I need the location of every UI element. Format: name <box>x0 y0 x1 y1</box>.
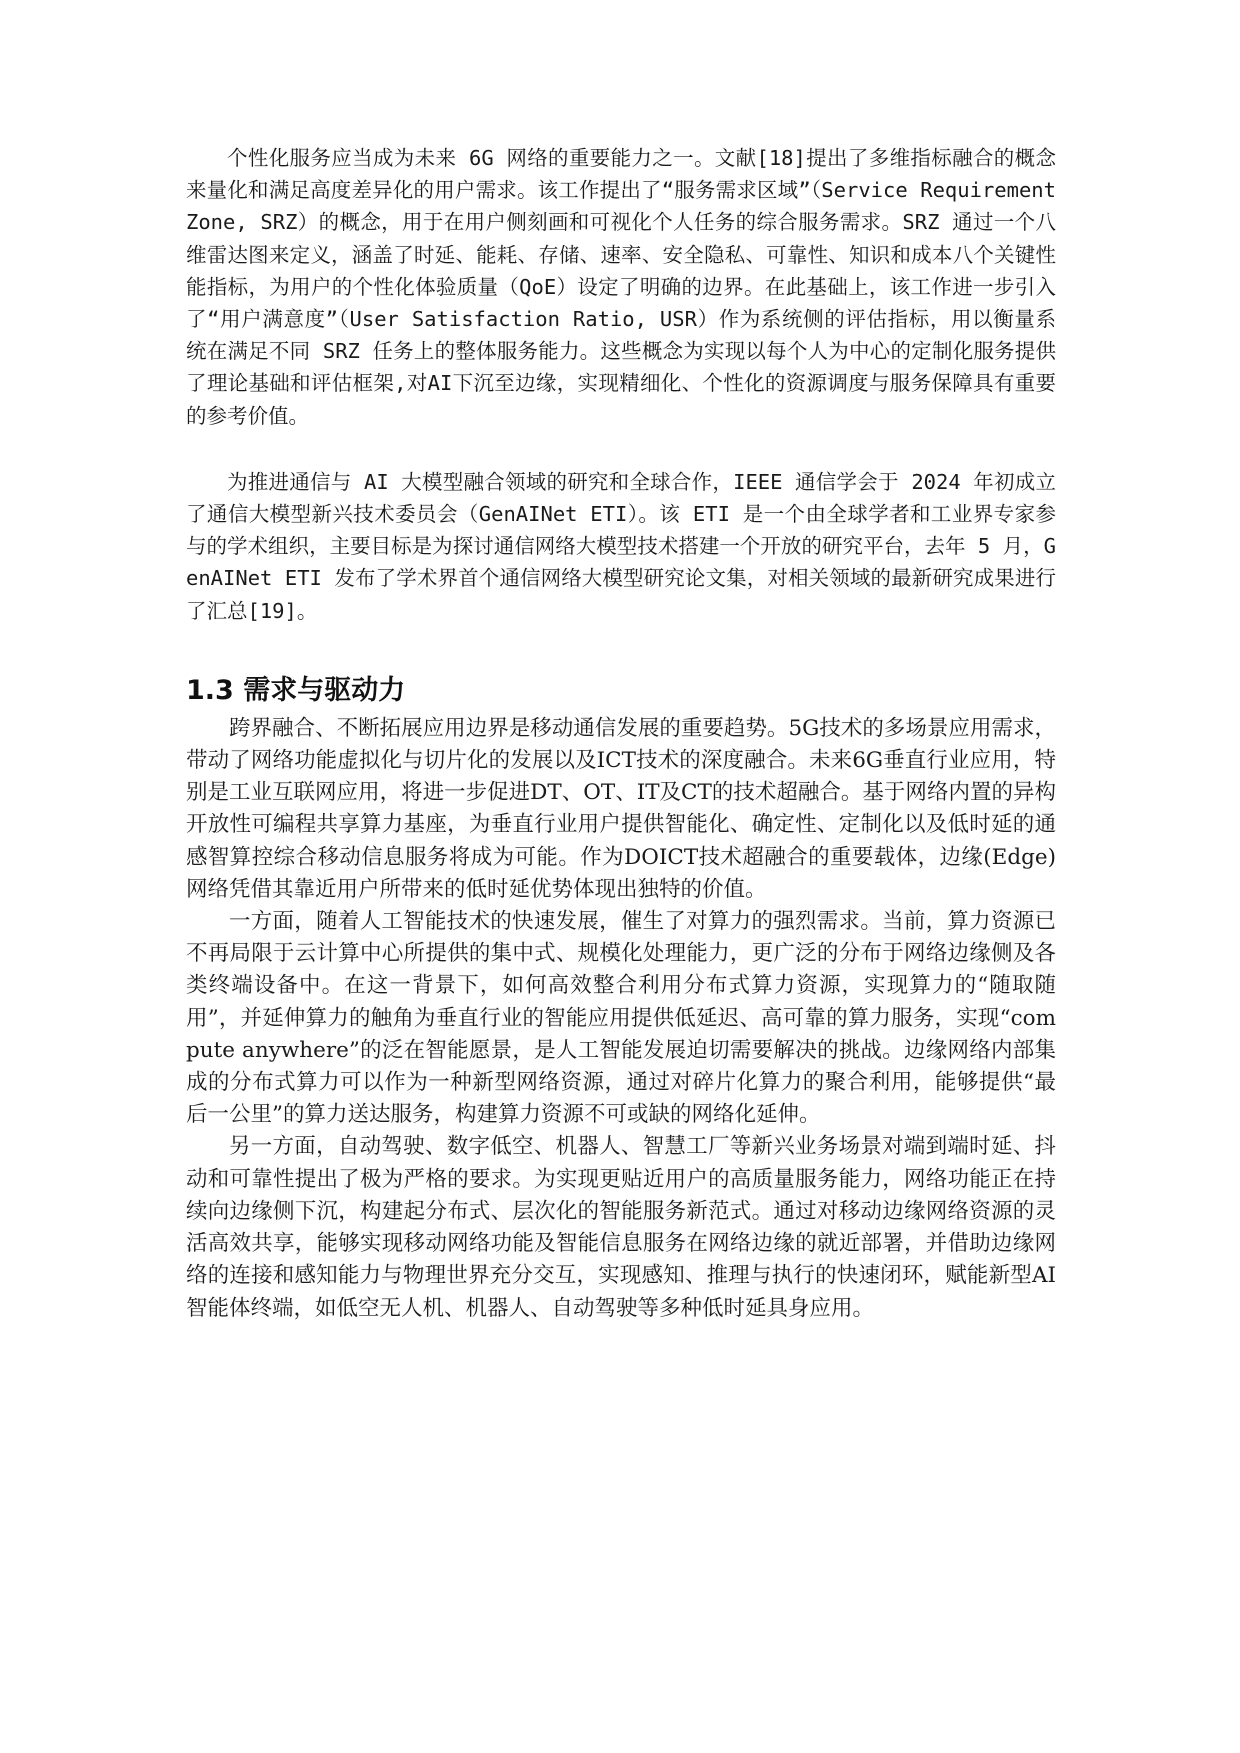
page-content <box>186 142 1056 1325</box>
paragraph-spacer <box>186 432 1056 466</box>
paragraph-computing-power-demand: 一方面，随着人工智能技术的快速发展，催生了对算力的强烈需求。当前，算力资源已不再局限于云计算中心所提供的集中式、规模化处理能力，更广泛的分布于网络边缘侧及各类终端设备中。在这一背景下，如何高效整合利用分布式算力资源，实现算力的“随取随用”，并延伸算力的触角为垂直行业的智能应用提供低延迟、高可靠的算力服务，实现“compute anywhere”的泛在智能愿景，是人工智能发展迫切需要解决的挑战。边缘网络内部集成的分布式算力可以作为一种新型网络资源，通过对碎片化算力的聚合利用，能够提供“最后一公里”的算力送达服务，构建算力资源不可或缺的网络化延伸。 <box>186 909 1056 1128</box>
paragraph-personalized-service: 个性化服务应当成为未来 6G 网络的重要能力之一。文献[18]提出了多维指标融合的概念来量化和满足高度差异化的用户需求。该工作提出了“服务需求区域”（Service Requirement Zone, SRZ）的概念，用于在用户侧刻画和可视化个人任务的综合服务需求。SRZ 通过一个八维雷达图来定义，涵盖了时延、能耗、存储、速率、安全隐私、可靠性、知识和成本八个关键性能指标，为用户的个性化体验质量（QoE）设定了明确的边界。在此基础上，该工作进一步引入了“用户满意度”（User Satisfaction Ratio, USR）作为系统侧的评估指标，用以衡量系统在满足不同 SRZ 任务上的整体服务能力。这些概念为实现以每个人为中心的定制化服务提供了理论基础和评估框架,对AI下沉至边缘，实现精细化、个性化的资源调度与服务保障具有重要的参考价值。 <box>186 146 1056 428</box>
section-spacer <box>186 627 1056 673</box>
section-heading: 1.3 需求与驱动力 <box>186 674 406 706</box>
paragraph-cross-domain-fusion: 跨界融合、不断拓展应用边界是移动通信发展的重要趋势。5G技术的多场景应用需求， 带动了网络功能虚拟化与切片化的发展以及ICT技术的深度融合。未来6G垂直行业应用，特别是工业互联网应用，将进一步促进DT、OT、IT及CT的技术超融合。基于网络内置的异构开放性可编程共享算力基座，为垂直行业用户提供智能化、确定性、定制化以及低时延的通感智算控综合移动信息服务将成为可能。作为DOICT技术超融合的重要载体，边缘(Edge)网络凭借其靠近用户所带来的低时延优势体现出独特的价值。 <box>186 715 1056 902</box>
paragraph-genainet-eti: 为推进通信与 AI 大模型融合领域的研究和全球合作，IEEE 通信学会于 2024 年初成立了通信大模型新兴技术委员会（GenAINet ETI）。该 ETI 是一个由全球学者和工业界专家参与的学术组织，主要目标是为探讨通信网络大模型技术搭建一个开放的研究平台，去年 5 月，GenAINet ETI 发布了学术界首个通信网络大模型研究论文集，对相关领域的最新研究成果进行了汇总[19]。 <box>186 469 1056 623</box>
paragraph-edge-services: 另一方面，自动驾驶、数字低空、机器人、智慧工厂等新兴业务场景对端到端时延、抖动和可靠性提出了极为严格的要求。为实现更贴近用户的高质量服务能力，网络功能正在持续向边缘侧下沉，构建起分布式、层次化的智能服务新范式。通过对移动边缘网络资源的灵活高效共享，能够实现移动网络功能及智能信息服务在网络边缘的就近部署，并借助边缘网络的连接和感知能力与物理世界充分交互，实现感知、推理与执行的快速闭环，赋能新型AI智能体终端，如低空无人机、机器人、自动驾驶等多种低时延具身应用。 <box>186 1134 1056 1321</box>
